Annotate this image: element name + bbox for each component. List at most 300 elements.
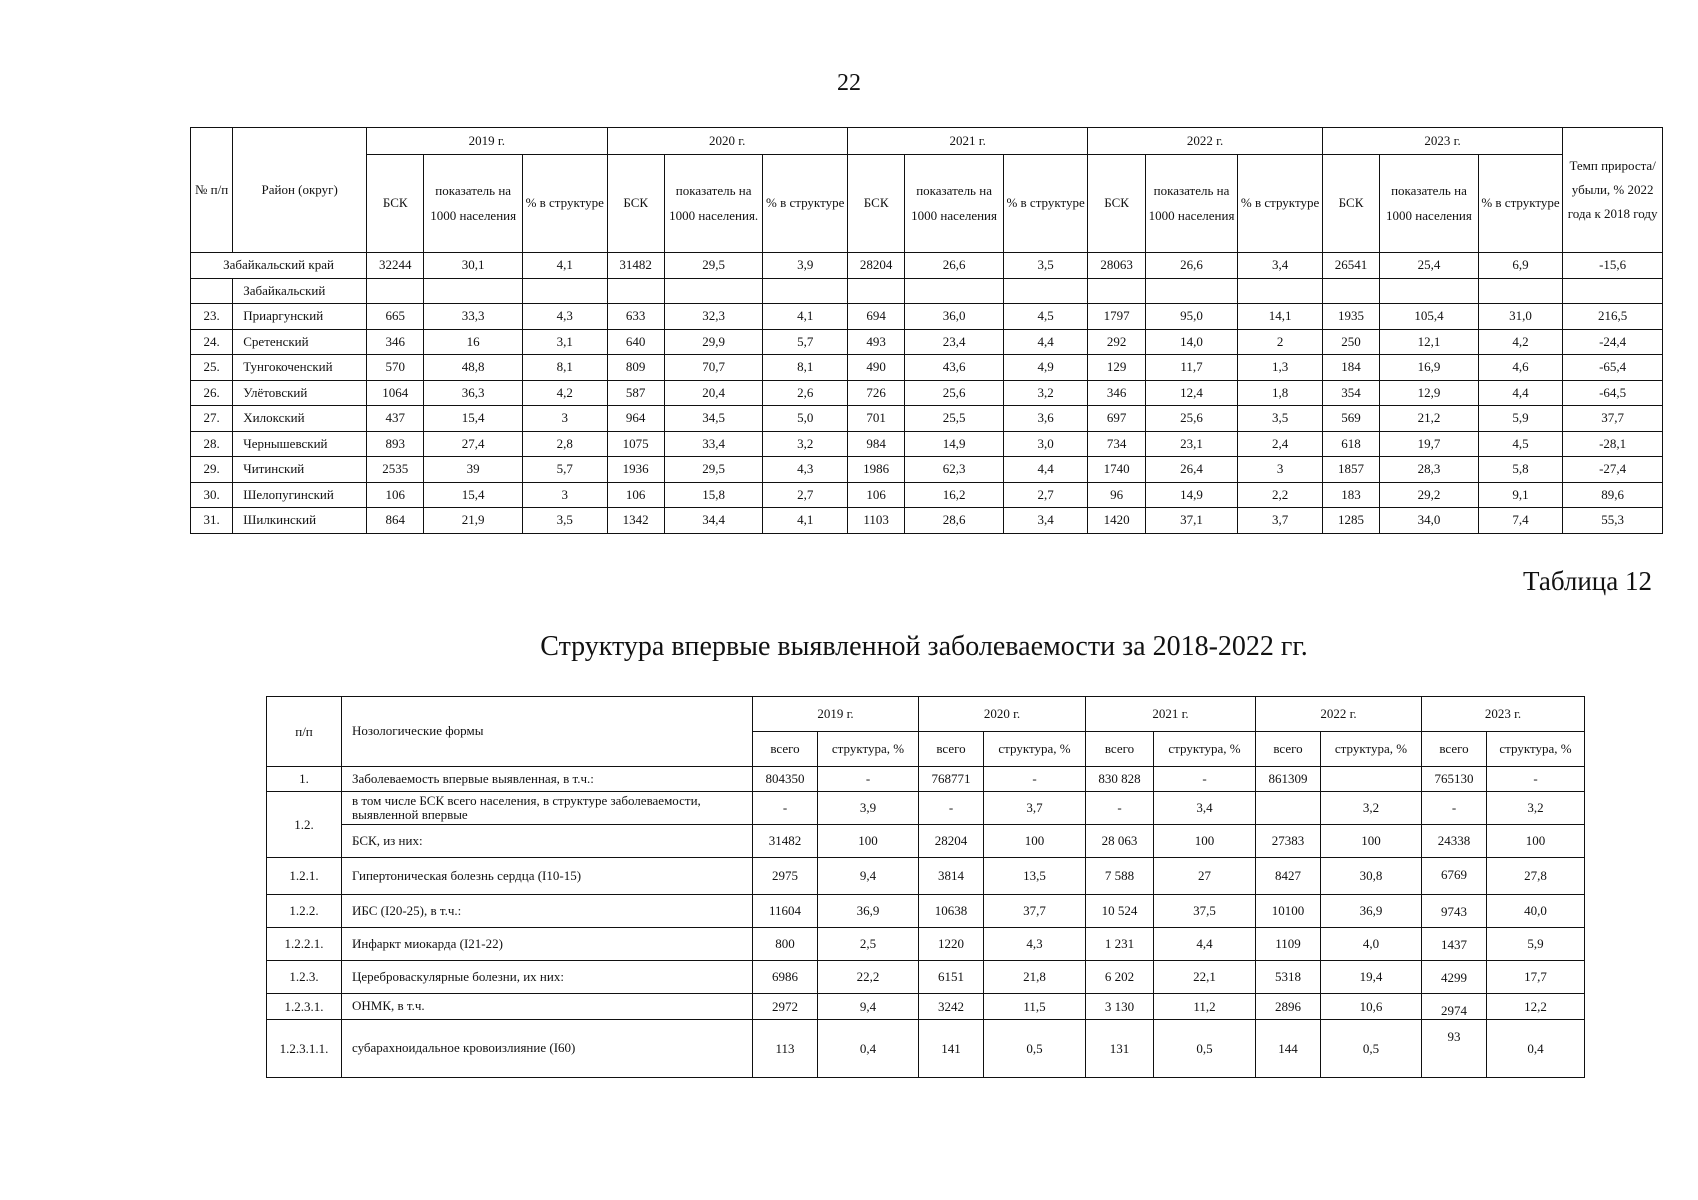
cell-value: 10,6 [1321,994,1422,1020]
cell-value: 861309 [1256,767,1321,792]
cell-value [1088,278,1145,304]
cell-value: 144 [1256,1020,1321,1078]
cell-value: 27,4 [424,431,523,457]
col-no-header: № п/п [191,128,233,253]
cell-value: 184 [1322,355,1379,381]
cell-value: 4,4 [1154,928,1256,961]
cell-value: 28,3 [1380,457,1479,483]
cell-value: 2972 [753,994,818,1020]
row-number [191,278,233,304]
cell-value: 89,6 [1563,482,1663,508]
cell-value: 15,4 [424,406,523,432]
table-row [267,928,1585,961]
cell-value: 2535 [367,457,424,483]
cell-value: 16,9 [1380,355,1479,381]
table-row [267,858,1585,895]
cell-value: 36,9 [818,895,919,928]
cell-value: 3 [522,482,607,508]
nosology-name: Заболеваемость впервые выявленная, в т.ч.: [342,767,753,792]
cell-value: 43,6 [905,355,1004,381]
cell-value: 3 [1238,457,1323,483]
cell-value: 26,6 [905,253,1004,279]
sub-pct: % в структуре [1238,155,1323,253]
cell-value: 1936 [607,457,664,483]
cell-value: -65,4 [1563,355,1663,381]
year-header: 2021 г. [847,128,1087,155]
cell-value: 2975 [753,858,818,895]
cell-value: 490 [847,355,904,381]
cell-value: 29,5 [664,457,763,483]
cell-value: 28204 [847,253,904,279]
cell-value: 3 130 [1086,994,1154,1020]
cell-value: 27383 [1256,825,1321,858]
cell-value: 8427 [1256,858,1321,895]
row-number: 1.2.2. [267,895,342,928]
cell-value: - [919,792,984,825]
cell-value: 4,5 [1003,304,1088,330]
cell-value: 4,4 [1003,457,1088,483]
year-header: 2022 г. [1088,128,1322,155]
cell-value: 1064 [367,380,424,406]
cell-value: 809 [607,355,664,381]
district-name: Улётовский [233,380,367,406]
cell-value: 36,0 [905,304,1004,330]
year-header: 2021 г. [1086,697,1256,732]
cell-value [1321,767,1422,792]
cell-value: 3,6 [1003,406,1088,432]
cell-value: 292 [1088,329,1145,355]
cell-value: 28063 [1088,253,1145,279]
row-number: 26. [191,380,233,406]
cell-value: 26541 [1322,253,1379,279]
table-row [267,994,1585,1020]
cell-value: 726 [847,380,904,406]
cell-value: 1 231 [1086,928,1154,961]
cell-value: 11,2 [1154,994,1256,1020]
page-number: 22 [837,70,861,96]
district-name: Приаргунский [233,304,367,330]
table-row [191,304,1663,330]
table-row [267,1020,1585,1078]
cell-value: 3 [522,406,607,432]
table-row [191,431,1663,457]
cell-value: 62,3 [905,457,1004,483]
nosology-name: ИБС (I20-25), в т.ч.: [342,895,753,928]
cell-value: 6769 [1422,858,1487,895]
table-row [191,482,1663,508]
cell-value: 3,2 [1487,792,1585,825]
cell-value: 106 [607,482,664,508]
cell-value: 4,6 [1478,355,1563,381]
year-header: 2019 г. [367,128,607,155]
cell-value: 3,9 [818,792,919,825]
cell-value [1003,278,1088,304]
cell-value [607,278,664,304]
sub-structure: структура, % [1321,732,1422,767]
cell-value: 25,6 [1145,406,1238,432]
cell-value: 27 [1154,858,1256,895]
district-name: Тунгокоченский [233,355,367,381]
cell-value: 9743 [1422,895,1487,928]
cell-value: 10 524 [1086,895,1154,928]
nosology-name: БСК, из них: [342,825,753,858]
cell-value: 1220 [919,928,984,961]
cell-value: 4,9 [1003,355,1088,381]
cell-value: 2,8 [522,431,607,457]
sub-pct: % в структуре [522,155,607,253]
cell-value: 1935 [1322,304,1379,330]
cell-value: - [1154,767,1256,792]
cell-value: 32,3 [664,304,763,330]
cell-value: 6986 [753,961,818,994]
sub-total: всего [919,732,984,767]
cell-value: -24,4 [1563,329,1663,355]
cell-value: 39 [424,457,523,483]
nosology-name: Цереброваскулярные болезни, их них: [342,961,753,994]
year-header: 2023 г. [1322,128,1562,155]
cell-value: 3,7 [1238,508,1323,534]
cell-value [367,278,424,304]
cell-value: 3,5 [522,508,607,534]
row-number: 1.2.2.1. [267,928,342,961]
cell-value: 346 [1088,380,1145,406]
cell-value: 2,2 [1238,482,1323,508]
cell-value: 1797 [1088,304,1145,330]
sub-structure: структура, % [1154,732,1256,767]
cell-value: 4299 [1422,961,1487,994]
cell-value [1322,278,1379,304]
cell-value: 2,4 [1238,431,1323,457]
cell-value: 5318 [1256,961,1321,994]
table-row [267,792,1585,825]
cell-value: 6 202 [1086,961,1154,994]
cell-value: 804350 [753,767,818,792]
cell-value [763,278,848,304]
cell-value: 4,4 [1478,380,1563,406]
cell-value: - [984,767,1086,792]
cell-value: 48,8 [424,355,523,381]
cell-value: 3,9 [763,253,848,279]
row-number: 24. [191,329,233,355]
cell-value: 864 [367,508,424,534]
cell-value: 5,9 [1478,406,1563,432]
cell-value: 100 [818,825,919,858]
cell-value [905,278,1004,304]
cell-value: 984 [847,431,904,457]
cell-value: 964 [607,406,664,432]
cell-value: 493 [847,329,904,355]
cell-value: 893 [367,431,424,457]
cell-value: 3242 [919,994,984,1020]
cell-value: 697 [1088,406,1145,432]
cell-value: 19,4 [1321,961,1422,994]
table-row [191,329,1663,355]
cell-value: 21,2 [1380,406,1479,432]
cell-value: 4,2 [1478,329,1563,355]
sub-structure: структура, % [984,732,1086,767]
cell-value: 23,4 [905,329,1004,355]
cell-value: 4,1 [522,253,607,279]
cell-value: 141 [919,1020,984,1078]
cell-value: 9,4 [818,994,919,1020]
cell-value: 22,1 [1154,961,1256,994]
row-number: 1. [267,767,342,792]
cell-value: 5,8 [1478,457,1563,483]
cell-value: 3814 [919,858,984,895]
cell-value: 22,2 [818,961,919,994]
sub-bsk: БСК [607,155,664,253]
cell-value: 346 [367,329,424,355]
district-name: Хилокский [233,406,367,432]
cell-value: 33,3 [424,304,523,330]
cell-value: 15,4 [424,482,523,508]
cell-value: 1857 [1322,457,1379,483]
cell-value: 106 [367,482,424,508]
cell-value: 29,2 [1380,482,1479,508]
cell-value: 26,6 [1145,253,1238,279]
cell-value: 3,5 [1238,406,1323,432]
row-number: 23. [191,304,233,330]
sub-total: всего [753,732,818,767]
cell-value: 183 [1322,482,1379,508]
cell-value: 23,1 [1145,431,1238,457]
cell-value: 29,5 [664,253,763,279]
cell-value: 4,4 [1003,329,1088,355]
cell-value: 8,1 [522,355,607,381]
cell-value: 4,3 [522,304,607,330]
cell-value: 4,1 [763,508,848,534]
cell-value: 3,4 [1154,792,1256,825]
total-label: Забайкальский край [191,253,367,279]
cell-value: 640 [607,329,664,355]
table-row [191,380,1663,406]
cell-value: -15,6 [1563,253,1663,279]
cell-value: 4,2 [522,380,607,406]
cell-value: 587 [607,380,664,406]
cell-value: 6151 [919,961,984,994]
cell-value: 37,5 [1154,895,1256,928]
cell-value: 25,5 [905,406,1004,432]
cell-value: 1420 [1088,508,1145,534]
cell-value [664,278,763,304]
cell-value: 31482 [753,825,818,858]
cell-value: 7,4 [1478,508,1563,534]
cell-value: 0,4 [818,1020,919,1078]
cell-value: 3,1 [522,329,607,355]
cell-value: 3,2 [1003,380,1088,406]
table-row [267,767,1585,792]
cell-value: 12,9 [1380,380,1479,406]
nosology-name: Инфаркт миокарда (I21-22) [342,928,753,961]
cell-value: 250 [1322,329,1379,355]
cell-value: 0,4 [1487,1020,1585,1078]
cell-value: 830 828 [1086,767,1154,792]
sub-total: всего [1422,732,1487,767]
sub-pct: % в структуре [763,155,848,253]
row-number: 28. [191,431,233,457]
cell-value: 14,9 [905,431,1004,457]
cell-value [522,278,607,304]
row-number: 1.2.3. [267,961,342,994]
cell-value: 1285 [1322,508,1379,534]
cell-value: 21,8 [984,961,1086,994]
cell-value: 30,1 [424,253,523,279]
nosology-name: в том числе БСК всего населения, в структуре заболеваемости, выявленной впервые [342,792,753,825]
cell-value: 1103 [847,508,904,534]
cell-value: 100 [1321,825,1422,858]
row-number: 1.2.3.1.1. [267,1020,342,1078]
cell-value: 11604 [753,895,818,928]
cell-value: 9,4 [818,858,919,895]
cell-value: 0,5 [1321,1020,1422,1078]
cell-value: 36,3 [424,380,523,406]
cell-value: 4,3 [984,928,1086,961]
cell-value: 36,9 [1321,895,1422,928]
cell-value: 131 [1086,1020,1154,1078]
cell-value: 29,9 [664,329,763,355]
cell-value: 3,4 [1238,253,1323,279]
sub-rate: показатель на 1000 населения [1145,155,1238,253]
table-title: Структура впервые выявленной заболеваемости за 2018-2022 гг. [540,631,1308,662]
cell-value: 28,6 [905,508,1004,534]
cell-value: 30,8 [1321,858,1422,895]
cell-value: 3,7 [984,792,1086,825]
cell-value: 1740 [1088,457,1145,483]
sub-bsk: БСК [1322,155,1379,253]
cell-value: 40,0 [1487,895,1585,928]
cell-value: 618 [1322,431,1379,457]
cell-value: 10100 [1256,895,1321,928]
district-name: Сретенский [233,329,367,355]
cell-value [847,278,904,304]
table-row-total [191,253,1663,279]
sub-pct: % в структуре [1003,155,1088,253]
cell-value: 216,5 [1563,304,1663,330]
cell-value: 12,1 [1380,329,1479,355]
cell-value: 31,0 [1478,304,1563,330]
cell-value: 25,6 [905,380,1004,406]
cell-value: 2,7 [763,482,848,508]
table-row [191,457,1663,483]
sub-total: всего [1256,732,1321,767]
cell-value: 13,5 [984,858,1086,895]
cell-value: 25,4 [1380,253,1479,279]
cell-value: 31482 [607,253,664,279]
year-header: 2022 г. [1256,697,1422,732]
cell-value: 2,6 [763,380,848,406]
sub-bsk: БСК [367,155,424,253]
cell-value: 1109 [1256,928,1321,961]
col-forms-header: Нозологические формы [342,697,753,767]
cell-value: 1075 [607,431,664,457]
cell-value: 765130 [1422,767,1487,792]
cell-value: 26,4 [1145,457,1238,483]
cell-value: 100 [1487,825,1585,858]
cell-value: -27,4 [1563,457,1663,483]
cell-value: 96 [1088,482,1145,508]
cell-value: 34,0 [1380,508,1479,534]
cell-value: 570 [367,355,424,381]
row-number: 25. [191,355,233,381]
cell-value: 37,7 [1563,406,1663,432]
cell-value: 16 [424,329,523,355]
cell-value: 2896 [1256,994,1321,1020]
cell-value: 665 [367,304,424,330]
cell-value: 3,5 [1003,253,1088,279]
col-no-header: п/п [267,697,342,767]
cell-value [1380,278,1479,304]
sub-rate: показатель на 1000 населения [905,155,1004,253]
sub-structure: структура, % [1487,732,1585,767]
cell-value: 6,9 [1478,253,1563,279]
district-name: Чернышевский [233,431,367,457]
row-number: 29. [191,457,233,483]
cell-value: 9,1 [1478,482,1563,508]
cell-value: 28204 [919,825,984,858]
cell-value: 37,7 [984,895,1086,928]
cell-value: 5,0 [763,406,848,432]
cell-value: 32244 [367,253,424,279]
district-name: Читинский [233,457,367,483]
cell-value: 5,7 [763,329,848,355]
cell-value: 1,8 [1238,380,1323,406]
row-number: 31. [191,508,233,534]
sub-rate: показатель на 1000 населения. [664,155,763,253]
cell-value: 129 [1088,355,1145,381]
cell-value: -28,1 [1563,431,1663,457]
cell-value: -64,5 [1563,380,1663,406]
cell-value: 2 [1238,329,1323,355]
cell-value [424,278,523,304]
cell-value: - [753,792,818,825]
cell-value: 100 [984,825,1086,858]
year-header: 2023 г. [1422,697,1585,732]
nosology-name: Гипертоническая болезнь сердца (I10-15) [342,858,753,895]
row-number: 27. [191,406,233,432]
cell-value: 24338 [1422,825,1487,858]
cell-value: 1986 [847,457,904,483]
cell-value: 3,2 [1321,792,1422,825]
sub-total: всего [1086,732,1154,767]
year-header: 2020 г. [919,697,1086,732]
table-row [191,355,1663,381]
cell-value: 14,9 [1145,482,1238,508]
cell-value: 800 [753,928,818,961]
cell-value: 19,7 [1380,431,1479,457]
growth-header: Темп прироста/ убыли, % 2022 года к 2018 году [1563,128,1663,253]
cell-value: 37,1 [1145,508,1238,534]
cell-value: 14,1 [1238,304,1323,330]
col-district-header: Район (округ) [233,128,367,253]
cell-value: 569 [1322,406,1379,432]
cell-value: 28 063 [1086,825,1154,858]
cell-value: 4,5 [1478,431,1563,457]
cell-value: 2,5 [818,928,919,961]
sub-rate: показатель на 1000 населения [424,155,523,253]
table-row [267,961,1585,994]
cell-value: 100 [1154,825,1256,858]
cell-value: 7 588 [1086,858,1154,895]
cell-value [1145,278,1238,304]
cell-value: 21,9 [424,508,523,534]
nosology-name: ОНМК, в т.ч. [342,994,753,1020]
table-row [267,895,1585,928]
cell-value: 633 [607,304,664,330]
sub-bsk: БСК [847,155,904,253]
cell-value: 11,7 [1145,355,1238,381]
row-number: 30. [191,482,233,508]
cell-value: 1437 [1422,928,1487,961]
